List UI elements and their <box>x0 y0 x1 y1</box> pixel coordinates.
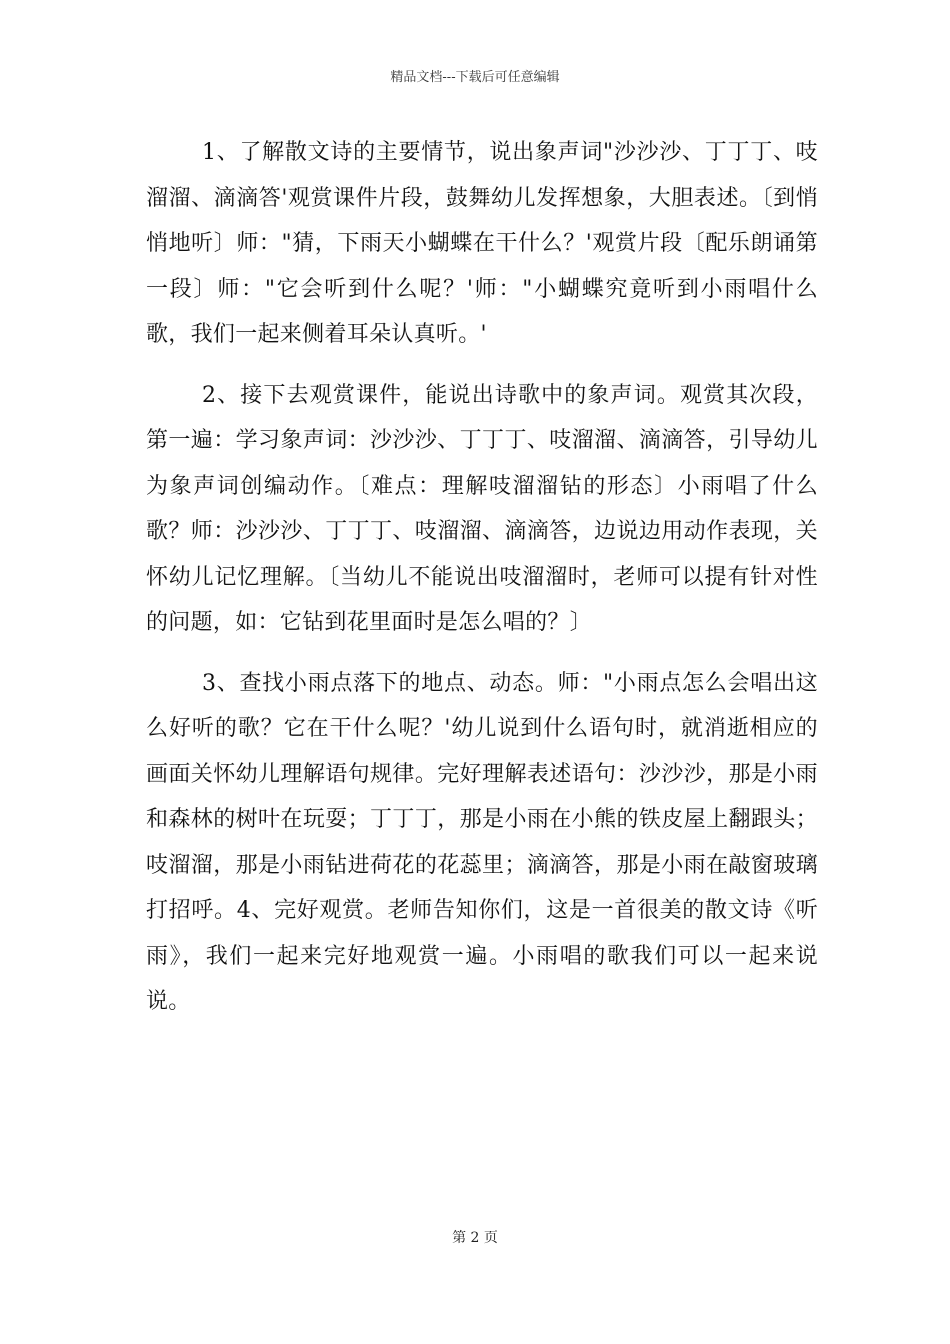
paragraph-2: 2、接下去观赏课件，能说出诗歌中的象声词。观赏其次段，第一遍：学习象声词：沙沙沙、丁丁丁、吱溜溜、滴滴答，引导幼儿为象声词创编动作。〔难点：理解吱溜溜钻的形态〕小雨唱了什么歌？师：沙沙沙、丁丁丁、吱溜溜、滴滴答，边说边用动作表现，关怀幼儿记忆理解。〔当幼儿不能说出吱溜溜时，老师可以提有针对性的问题，如：它钻到花里面时是怎么唱的？〕 <box>146 382 818 635</box>
paragraph-3: 3、查找小雨点落下的地点、动态。师："小雨点怎么会唱出这么好听的歌？它在干什么呢？'幼儿说到什么语句时，就消逝相应的画面关怀幼儿理解语句规律。完好理解表述语句：沙沙沙，那是小雨和森林的树叶在玩耍；丁丁丁，那是小雨在小熊的铁皮屋上翻跟头；吱溜溜，那是小雨钻进荷花的花蕊里；滴滴答，那是小雨在敲窗玻璃打招呼。4、完好观赏。老师告知你们，这是一首很美的散文诗《听雨》，我们一起来完好地观赏一遍。小雨唱的歌我们可以一起来说说。 <box>146 670 818 1014</box>
page-number: 第 2 页 <box>452 1230 498 1246</box>
page-header: 精品文档---下载后可任意编辑 <box>390 70 560 85</box>
document-body <box>146 130 818 1025</box>
paragraph-1: 1、了解散文诗的主要情节，说出象声词"沙沙沙、丁丁丁、吱溜溜、滴滴答'观赏课件片段，鼓舞幼儿发挥想象，大胆表述。〔到悄悄地听〕师："猜，下雨天小蝴蝶在干什么？'观赏片段〔配乐朗诵第一段〕师："它会听到什么呢？'师："小蝴蝶究竟听到小雨唱什么歌，我们一起来侧着耳朵认真听。' <box>146 140 818 347</box>
